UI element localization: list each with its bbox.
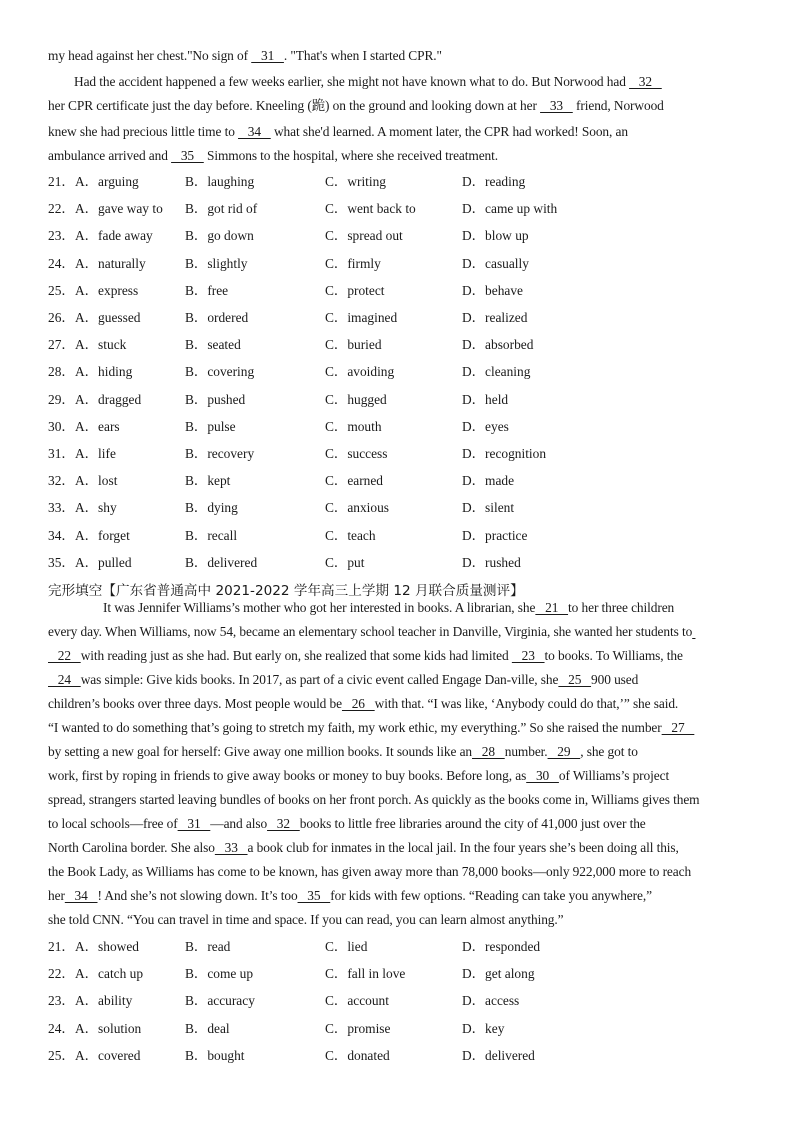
question-number: 25．	[48, 1047, 75, 1063]
option-b: B．read	[185, 939, 231, 954]
question-number: 27．	[48, 337, 75, 353]
line-text: ! And she’s not slowing down. It’s too	[97, 888, 298, 903]
line-text: to her three children	[568, 600, 675, 615]
option-a: A．life	[75, 446, 116, 461]
question-number: 23．	[48, 228, 75, 244]
line-text: . "That's when I started CPR."	[283, 48, 442, 63]
text-line	[48, 648, 748, 664]
option-b: B．kept	[185, 473, 231, 489]
answer-blank: 21	[535, 600, 569, 615]
question-number: 21．	[48, 939, 75, 954]
option-d: D．responded	[462, 939, 541, 954]
option-a: A．catch up	[75, 966, 144, 982]
text-line	[48, 696, 748, 712]
answer-blank: 33	[540, 98, 573, 113]
question-number: 22．	[48, 966, 75, 982]
option-b: B．come up	[185, 966, 254, 982]
text-line	[48, 672, 748, 688]
option-d: D．eyes	[462, 418, 509, 434]
option-d: D．casually	[462, 255, 529, 271]
option-b: B．pulse	[185, 418, 236, 434]
option-b: B．delivered	[185, 554, 258, 570]
option-b: B．pushed	[185, 391, 246, 407]
option-a: A．pulled	[75, 554, 132, 570]
section-header	[48, 582, 524, 600]
line-text: what she'd learned. A moment later, the CPR had worked! Soon, an	[270, 124, 628, 139]
option-a: A．showed	[75, 939, 139, 954]
text-line	[48, 816, 748, 832]
line-text: spread, strangers started leaving bundles of books on her front porch. As quickly as the books come in, Williams gives them	[48, 792, 700, 807]
option-c: C．fall in love	[325, 966, 406, 982]
option-c: C．donated	[325, 1047, 390, 1063]
question-number: 21．	[48, 174, 75, 189]
text-line	[48, 48, 748, 64]
line-text: her	[48, 888, 65, 903]
option-b: B．deal	[185, 1020, 230, 1036]
option-a: A．forget	[75, 527, 130, 543]
option-d: D．rushed	[462, 554, 521, 570]
text-line	[48, 864, 748, 880]
answer-blank: 35	[297, 888, 331, 903]
question-number: 23．	[48, 993, 75, 1009]
line-text: friend, Norwood	[572, 98, 664, 113]
answer-blank: 22	[48, 648, 81, 663]
text-line	[48, 124, 748, 140]
option-a: A．express	[75, 282, 139, 298]
text-line	[48, 888, 748, 904]
option-c: C．teach	[325, 527, 376, 543]
option-a: A．dragged	[75, 391, 142, 407]
line-text: she told CNN. “You can travel in time and space. If you can read, you can learn almost anything.”	[48, 912, 564, 927]
text-line	[48, 624, 748, 640]
option-a: A．covered	[75, 1047, 141, 1063]
question-number: 24．	[48, 1020, 75, 1036]
line-text: “I wanted to do something that’s going to stretch my faith, my work ethic, my everything.” So she raised the number	[48, 720, 662, 735]
option-d: D．key	[462, 1020, 505, 1036]
option-c: C．promise	[325, 1020, 391, 1036]
answer-blank: 32	[629, 74, 662, 89]
line-text: number.	[504, 744, 548, 759]
option-c: C．lied	[325, 939, 368, 954]
line-text: by setting a new goal for herself: Give away one million books. It sounds like an	[48, 744, 473, 759]
text-line	[48, 744, 748, 760]
line-text: for kids with few options. “Reading can take you anywhere,”	[330, 888, 652, 903]
section-type: 完形填空	[48, 583, 103, 599]
option-d: D．access	[462, 993, 520, 1009]
text-line	[48, 148, 748, 164]
answer-blank: 23	[511, 648, 545, 663]
line-text: with reading just as she had. But early on, she realized that some kids had limited	[80, 648, 512, 663]
option-c: C．firmly	[325, 255, 381, 271]
answer-blank: 27	[661, 720, 695, 735]
answer-blank	[692, 624, 695, 640]
question-number: 33．	[48, 500, 75, 516]
option-b: B．laughing	[185, 174, 255, 189]
text-line	[48, 720, 748, 736]
option-d: D．realized	[462, 310, 528, 325]
option-b: B．free	[185, 282, 229, 298]
option-a: A．lost	[75, 473, 118, 489]
line-text: , she got to	[580, 744, 638, 759]
option-b: B．go down	[185, 228, 254, 244]
line-text: books to little free libraries around the city of 41,000 just over the	[299, 816, 646, 831]
line-text: of Williams’s project	[558, 768, 670, 783]
answer-blank: 31	[177, 816, 211, 831]
option-b: B．seated	[185, 337, 241, 353]
option-b: B．covering	[185, 364, 255, 380]
answer-blank: 29	[547, 744, 581, 759]
answer-blank: 34	[64, 888, 98, 903]
option-a: A．shy	[75, 500, 117, 516]
option-d: D．blow up	[462, 228, 529, 244]
option-d: D．absorbed	[462, 337, 534, 353]
option-a: A．ability	[75, 993, 133, 1009]
question-number: 29．	[48, 391, 75, 407]
line-text: ambulance arrived and	[48, 148, 172, 163]
question-number: 31．	[48, 446, 75, 461]
option-a: A．gave way to	[75, 201, 163, 217]
question-number: 22．	[48, 201, 75, 217]
option-d: D．held	[462, 391, 509, 407]
question-number: 30．	[48, 418, 75, 434]
line-text: my head against her chest."No sign of	[48, 48, 252, 63]
option-c: C．account	[325, 993, 389, 1009]
option-d: D．practice	[462, 527, 528, 543]
text-line	[74, 74, 774, 90]
text-line	[48, 98, 748, 114]
option-c: C．spread out	[325, 228, 403, 244]
option-a: A．hiding	[75, 364, 133, 380]
answer-blank: 32	[267, 816, 300, 831]
line-text: to local schools—free of	[48, 816, 178, 831]
line-text: every day. When Williams, now 54, became an elementary school teacher in Danville, Virginia, she wanted her students to	[48, 624, 693, 639]
question-number: 28．	[48, 364, 75, 380]
option-d: D．delivered	[462, 1047, 535, 1063]
option-c: C．imagined	[325, 310, 398, 325]
option-a: A．naturally	[75, 255, 146, 271]
option-d: D．reading	[462, 174, 526, 189]
option-a: A．solution	[75, 1020, 142, 1036]
answer-blank: 25	[558, 672, 592, 687]
line-text: to books. To Williams, the	[544, 648, 683, 663]
option-b: B．dying	[185, 500, 238, 516]
answer-blank: 24	[48, 672, 81, 687]
line-text: children’s books over three days. Most people would be	[48, 696, 342, 711]
answer-blank: 33	[214, 840, 248, 855]
line-text: with that. “I was like, ‘Anybody could do that,’” she said.	[374, 696, 679, 711]
answer-blank: 34	[238, 124, 271, 139]
option-c: C．hugged	[325, 391, 387, 407]
line-text: —and also	[210, 816, 268, 831]
option-a: A．ears	[75, 418, 120, 434]
line-text: her CPR certificate just the day before. Kneeling (跪) on the ground and looking down at her	[48, 98, 541, 113]
option-c: C．avoiding	[325, 364, 395, 380]
line-text: 900 used	[591, 672, 639, 687]
option-b: B．slightly	[185, 255, 248, 271]
text-line	[48, 792, 748, 808]
answer-blank: 31	[251, 48, 284, 63]
answer-blank: 30	[526, 768, 559, 783]
option-c: C．writing	[325, 174, 387, 189]
option-c: C．buried	[325, 337, 382, 353]
option-b: B．ordered	[185, 310, 249, 325]
option-d: D．behave	[462, 282, 523, 298]
option-c: C．earned	[325, 473, 384, 489]
option-d: D．silent	[462, 500, 515, 516]
question-number: 26．	[48, 310, 75, 325]
option-c: C．mouth	[325, 418, 382, 434]
answer-blank: 35	[171, 148, 204, 163]
line-text: It was Jennifer Williams’s mother who got her interested in books. A librarian, she	[103, 600, 536, 615]
option-b: B．bought	[185, 1047, 245, 1063]
option-c: C．went back to	[325, 201, 416, 217]
question-number: 24．	[48, 255, 75, 271]
option-c: C．protect	[325, 282, 385, 298]
option-d: D．came up with	[462, 201, 558, 217]
question-number: 32．	[48, 473, 75, 489]
option-c: C．anxious	[325, 500, 389, 516]
line-text: work, first by roping in friends to give away books or money to buy books. Before long, as	[48, 768, 527, 783]
line-text: was simple: Give kids books. In 2017, as part of a civic event called Engage Dan-ville, she	[80, 672, 559, 687]
text-line	[48, 840, 748, 856]
line-text: Had the accident happened a few weeks earlier, she might not have known what to do. But Norwood had	[74, 74, 630, 89]
line-text: a book club for inmates in the local jail. In the four years she’s been doing all this,	[247, 840, 679, 855]
option-d: D．recognition	[462, 446, 547, 461]
option-d: D．cleaning	[462, 364, 531, 380]
line-text: North Carolina border. She also	[48, 840, 215, 855]
option-b: B．recall	[185, 527, 238, 543]
question-number: 35．	[48, 554, 75, 570]
option-a: A．guessed	[75, 310, 141, 325]
option-a: A．arguing	[75, 174, 139, 189]
text-line	[103, 600, 794, 616]
option-d: D．made	[462, 473, 515, 489]
option-b: B．recovery	[185, 446, 255, 461]
option-d: D．get along	[462, 966, 535, 982]
text-line	[48, 768, 748, 784]
question-number: 34．	[48, 527, 75, 543]
option-a: A．fade away	[75, 228, 153, 244]
line-text: the Book Lady, as Williams has come to be known, has given away more than 78,000 books—only 922,000 more to reach	[48, 864, 692, 879]
text-line	[48, 912, 748, 928]
option-b: B．accuracy	[185, 993, 255, 1009]
answer-blank: 26	[341, 696, 375, 711]
question-number: 25．	[48, 282, 75, 298]
option-c: C．put	[325, 554, 365, 570]
answer-blank: 28	[472, 744, 505, 759]
option-a: A．stuck	[75, 337, 127, 353]
option-b: B．got rid of	[185, 201, 258, 217]
line-text: Simmons to the hospital, where she received treatment.	[203, 148, 499, 163]
option-c: C．success	[325, 446, 388, 461]
line-text: knew she had precious little time to	[48, 124, 239, 139]
section-source: 【广东省普通高中 2021-2022 学年高三上学期 12 月联合质量测评】	[102, 583, 524, 599]
